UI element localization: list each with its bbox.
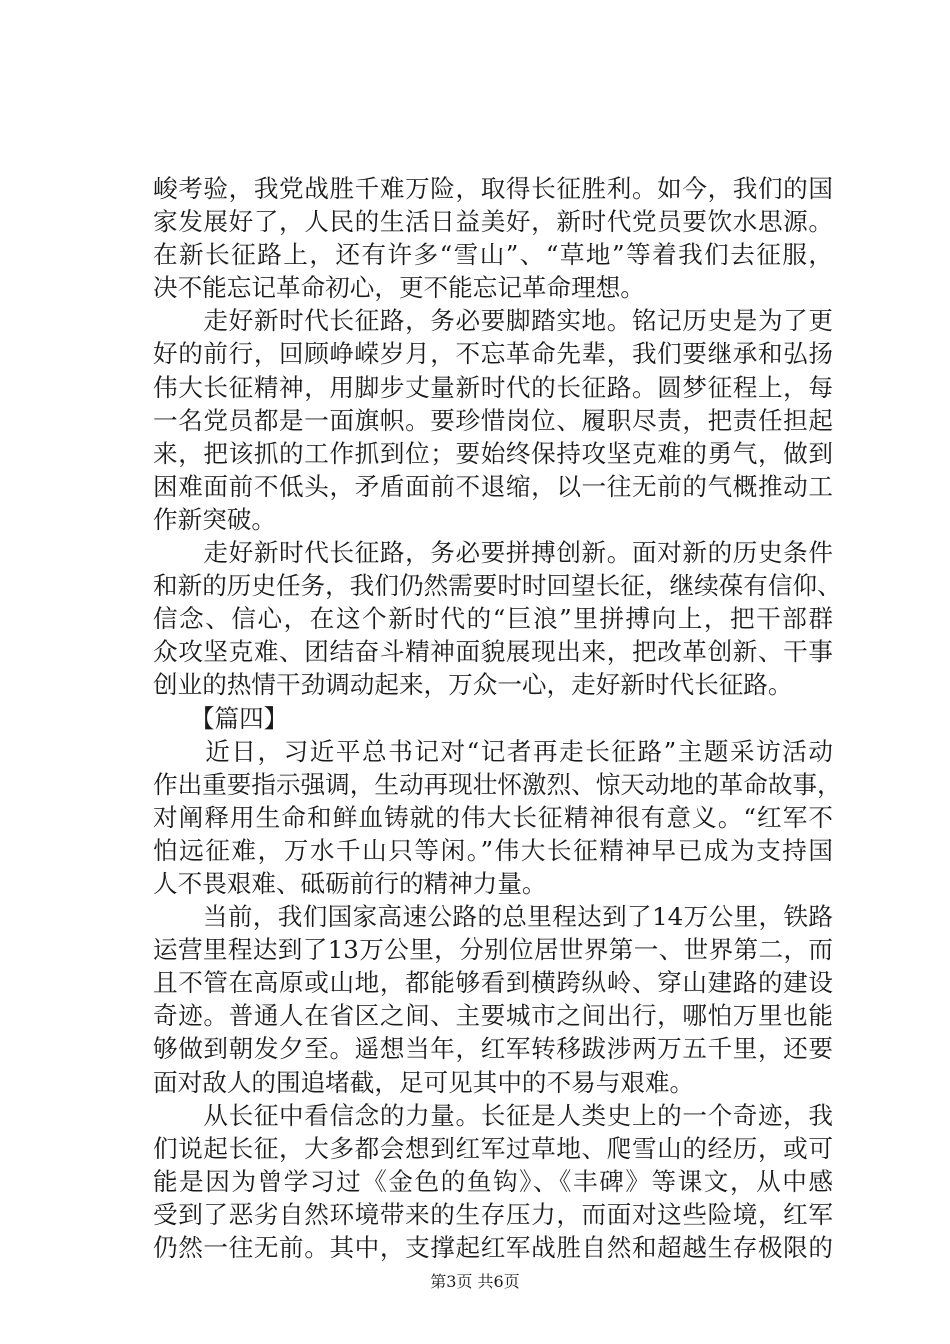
text-line: 和新的历史任务，我们仍然需要时时回望长征，继续葆有信仰、	[153, 571, 842, 601]
text-line: 够做到朝发夕至。遥想当年，红军转移跋涉两万五千里，还要	[153, 1034, 833, 1064]
text-line: 作出重要指示强调，生动再现壮怀激烈、惊天动地的革命故事，	[153, 769, 842, 799]
text-line: 困难面前不低头，矛盾面前不退缩，以一往无前的气概推动工	[153, 471, 833, 501]
text-line: 信念、信心，在这个新时代的“巨浪”里拼搏向上，把干部群	[153, 604, 833, 634]
text-line: 家发展好了，人民的生活日益美好，新时代党员要饮水思源。	[153, 207, 833, 237]
text-line: 奇迹。普通人在省区之间、主要城市之间出行，哪怕万里也能	[153, 1001, 833, 1031]
text-line: 受到了恶劣自然环境带来的生存压力，而面对这些险境，红军	[153, 1199, 833, 1229]
text-line: 运营里程达到了13万公里，分别位居世界第一、世界第二，而	[153, 935, 833, 965]
text-line: 走好新时代长征路，务必要脚踏实地。铭记历史是为了更	[153, 306, 833, 336]
text-line: 且不管在高原或山地，都能够看到横跨纵岭、穿山建路的建设	[153, 968, 833, 998]
text-line: 峻考验，我党战胜千难万险，取得长征胜利。如今，我们的国	[153, 174, 833, 203]
text-line: 一名党员都是一面旗帜。要珍惜岗位、履职尽责，把责任担起	[153, 405, 833, 435]
text-line: 从长征中看信念的力量。长征是人类史上的一个奇迹，我	[153, 1100, 833, 1130]
text-line: 【篇四】	[153, 703, 289, 733]
text-line: 对阐释用生命和鲜血铸就的伟大长征精神很有意义。“红军不	[153, 802, 833, 832]
text-line: 好的前行，回顾峥嵘岁月，不忘革命先辈，我们要继承和弘扬	[153, 339, 833, 369]
text-line: 走好新时代长征路，务必要拼搏创新。面对新的历史条件	[153, 538, 833, 568]
text-line: 创业的热情干劲调动起来，万众一心，走好新时代长征路。	[153, 670, 793, 700]
text-line: 能是因为曾学习过《金色的鱼钩》、《丰碑》等课文，从中感	[153, 1166, 833, 1196]
text-line: 人不畏艰难、砥砺前行的精神力量。	[153, 868, 547, 898]
text-line: 来，把该抓的工作抓到位；要始终保持攻坚克难的勇气，做到	[153, 438, 833, 468]
text-line: 伟大长征精神，用脚步丈量新时代的长征路。圆梦征程上，每	[153, 372, 833, 402]
text-line: 怕远征难，万水千山只等闲。”伟大长征精神早已成为支持国	[153, 835, 833, 865]
text-line: 决不能忘记革命初心，更不能忘记革命理想。	[153, 273, 645, 303]
text-line: 们说起长征，大多都会想到红军过草地、爬雪山的经历，或可	[153, 1133, 833, 1163]
text-line: 在新长征路上，还有许多“雪山”、“草地”等着我们去征服，	[153, 240, 833, 270]
text-line: 作新突破。	[153, 504, 276, 534]
page-footer: 第3页 共6页	[430, 1272, 520, 1291]
text-line: 当前，我们国家高速公路的总里程达到了14万公里，铁路	[153, 902, 833, 932]
document-body	[153, 172, 842, 1264]
text-line: 众攻坚克难、团结奋斗精神面貌展现出来，把改革创新、干事	[153, 637, 833, 667]
text-line: 仍然一往无前。其中，支撑起红军战胜自然和超越生存极限的	[153, 1233, 833, 1262]
text-line: 面对敌人的围追堵截，足可见其中的不易与艰难。	[153, 1067, 695, 1097]
text-line: 近日，习近平总书记对“记者再走长征路”主题采访活动	[153, 736, 833, 766]
